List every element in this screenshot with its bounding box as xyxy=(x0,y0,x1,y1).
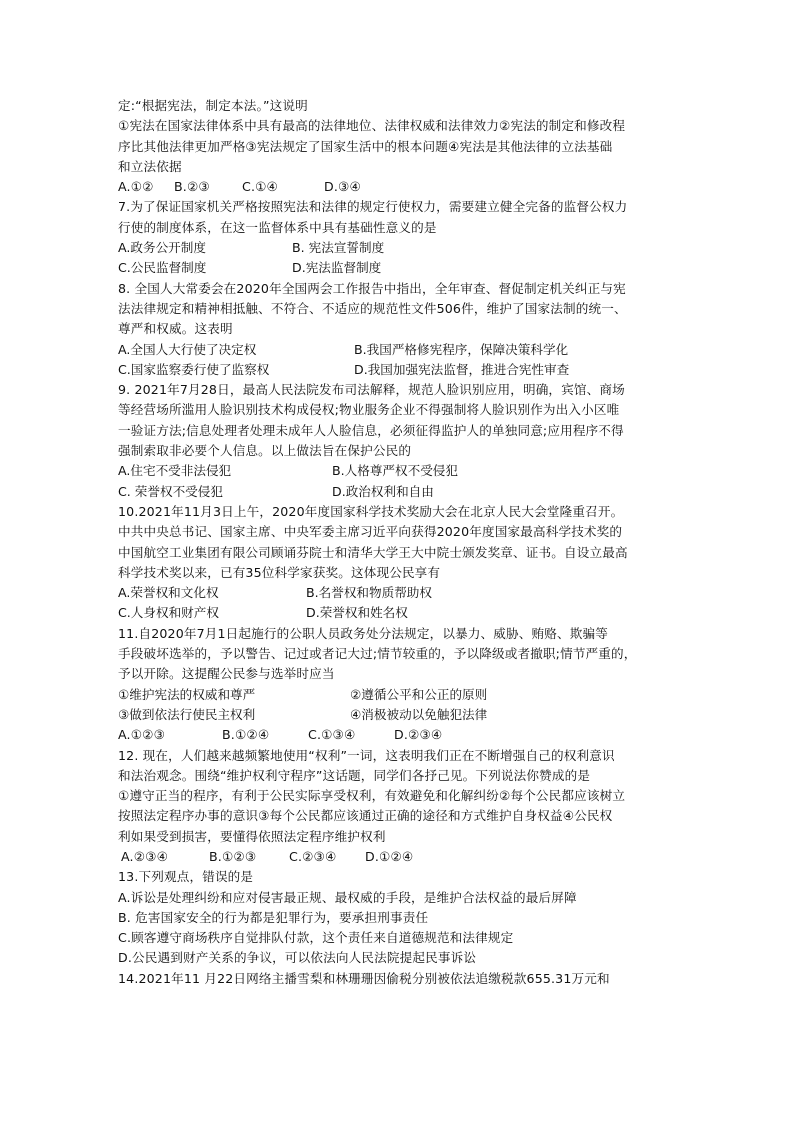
option-a: A.政务公开制度 xyxy=(118,240,206,256)
question-9 xyxy=(118,380,683,502)
question-7 xyxy=(118,197,683,278)
statement-3: ③做到依法行使民主权利 xyxy=(118,706,256,722)
option-a: A.住宅不受非法侵犯 xyxy=(118,463,232,479)
question-13 xyxy=(118,867,683,968)
option-d: D.宪法监督制度 xyxy=(292,260,382,276)
option-c: C.国家监察委行使了监察权 xyxy=(118,361,270,377)
option-c: C.①④ xyxy=(242,179,278,195)
option-b: B.①②③ xyxy=(209,848,257,864)
answer-options-row xyxy=(118,360,683,380)
statement-4: ④消极被动以免触犯法律 xyxy=(350,706,488,722)
question-text-line: 手段破坏选举的，予以警告、记过或者记大过;情节较重的，予以降级或者撤职;情节严重的， xyxy=(118,646,637,662)
question-8 xyxy=(118,279,683,380)
option-d: D.①②④ xyxy=(365,848,414,864)
statement-row xyxy=(118,685,683,705)
question-text-line: 10.2021年11月3日上午，2020年度国家科学技术奖励大会在北京人民大会堂隆重召开。 xyxy=(118,503,624,519)
question-text-line: 12. 现在，人们越来越频繁地使用“权利”一词，这表明我们正在不断增强自己的权利意识 xyxy=(118,747,615,763)
question-text-line: 13.下列观点，错误的是 xyxy=(118,869,254,885)
option-b: B.名誉权和物质帮助权 xyxy=(306,585,432,601)
option-d: D.政治权利和自由 xyxy=(332,483,434,499)
question-text-line: 按照法定程序办事的意识③每个公民都应该通过正确的途径和方式维护自身权益④公民权 xyxy=(118,808,613,824)
option-c: C.人身权和财产权 xyxy=(118,605,219,621)
question-text-line: 行使的制度体系，在这一监督体系中具有基础性意义的是 xyxy=(118,219,437,235)
option-b: B.我国严格修宪程序，保障决策科学化 xyxy=(354,341,569,357)
option-b: B. 危害国家安全的行为都是犯罪行为，要承担刑事责任 xyxy=(118,909,429,925)
option-c: C.①③④ xyxy=(308,727,356,743)
exam-page xyxy=(118,96,683,989)
statement-row xyxy=(118,705,683,725)
question-text-line: 8. 全国人大常委会在2020年全国两会工作报告中指出，全年审查、督促制定机关纠正与宪 xyxy=(118,280,626,296)
question-12 xyxy=(118,746,683,868)
option-a: A.诉讼是处理纠纷和应对侵害最正规、最权威的手段，是维护合法权益的最后屏障 xyxy=(118,889,577,905)
statement-2: ②遵循公平和公正的原则 xyxy=(350,686,488,702)
option-d: D.我国加强宪法监督，推进合宪性审查 xyxy=(354,361,570,377)
question-text-line: 9. 2021年7月28日，最高人民法院发布司法解释，规范人脸识别应用，明确，宾馆、商场 xyxy=(118,382,625,398)
question-10 xyxy=(118,502,683,624)
question-text-line: 定:“根据宪法，制定本法。”这说明 xyxy=(118,98,308,113)
answer-options-row xyxy=(118,238,683,258)
option-d: D.②③④ xyxy=(394,727,443,743)
question-text-line: 和立法依据 xyxy=(118,158,182,174)
question-text-line: 法法律规定和精神相抵触、不符合、不适应的规范性文件506件，维护了国家法制的统一、 xyxy=(118,300,627,316)
option-c: C.公民监督制度 xyxy=(118,260,207,276)
answer-options-row xyxy=(118,482,683,502)
answer-options-row xyxy=(118,340,683,360)
option-d: D.③④ xyxy=(324,179,361,195)
question-text-line: 11.自2020年7月1日起施行的公职人员政务处分法规定，以暴力、威胁、贿赂、欺骗等 xyxy=(118,625,608,641)
option-a: A.①② xyxy=(118,179,154,195)
question-text-line: 中共中央总书记、国家主席、中央军委主席习近平向获得2020年度国家最高科学技术奖的 xyxy=(118,524,623,540)
answer-options xyxy=(118,177,683,197)
answer-options xyxy=(118,725,683,745)
option-b: B.①②④ xyxy=(222,727,270,743)
option-d: D.荣誉权和姓名权 xyxy=(306,605,408,621)
statement-1: ①维护宪法的权威和尊严 xyxy=(118,686,256,702)
question-6-tail xyxy=(118,96,683,197)
option-b: B.人格尊严权不受侵犯 xyxy=(332,463,458,479)
question-text-line: 7.为了保证国家机关严格按照宪法和法律的规定行使权力，需要建立健全完备的监督公权力 xyxy=(118,199,628,215)
option-a: A.全国人大行使了决定权 xyxy=(118,341,257,357)
option-d: D.公民遇到财产关系的争议，可以依法向人民法院提起民事诉讼 xyxy=(118,950,477,966)
question-text-line: ①宪法在国家法律体系中具有最高的法律地位、法律权威和法律效力②宪法的制定和修改程 xyxy=(118,118,626,134)
question-14 xyxy=(118,969,683,989)
option-b: B.②③ xyxy=(174,179,210,195)
option-b: B. 宪法宣誓制度 xyxy=(292,240,385,256)
option-a: A.荣誉权和文化权 xyxy=(118,585,219,601)
answer-options xyxy=(118,847,683,867)
question-text-line: 等经营场所滥用人脸识别技术构成侵权;物业服务企业不得强制将人脸识别作为出入小区唯 xyxy=(118,402,620,418)
answer-options-row xyxy=(118,603,683,623)
question-text-line: 利如果受到损害，要懂得依照法定程序维护权利 xyxy=(118,828,386,844)
question-text-line: 强制索取非必要个人信息。以上做法旨在保护公民的 xyxy=(118,443,412,459)
question-text-line: 予以开除。这提醒公民参与选举时应当 xyxy=(118,666,335,682)
option-c: C.顾客遵守商场秩序自觉排队付款，这个责任来自道德规范和法律规定 xyxy=(118,930,514,946)
question-11 xyxy=(118,624,683,746)
answer-options-row xyxy=(118,461,683,481)
option-c: C.②③④ xyxy=(289,848,337,864)
answer-options-row xyxy=(118,258,683,278)
question-text-line: 和法治观念。围绕“维护权利守程序”这话题，同学们各抒己见。下列说法你赞成的是 xyxy=(118,767,591,783)
question-text-line: 14.2021年11 月22日网络主播雪梨和林珊珊因偷税分别被依法追缴税款655.31万元和 xyxy=(118,970,610,986)
option-a: A.②③④ xyxy=(121,848,169,864)
question-text-line: 尊严和权威。这表明 xyxy=(118,321,233,337)
question-text-line: 中国航空工业集团有限公司顾诵芬院士和清华大学王大中院士颁发奖章、证书。自设立最高 xyxy=(118,544,628,560)
answer-options-row xyxy=(118,583,683,603)
option-c: C. 荣誉权不受侵犯 xyxy=(118,483,223,499)
question-text-line: 一验证方法;信息处理者处理未成年人人脸信息，必须征得监护人的单独同意;应用程序不得 xyxy=(118,422,624,438)
question-text-line: 科学技术奖以来，已有35位科学家获奖。这体现公民享有 xyxy=(118,564,441,580)
question-text-line: ①遵守正当的程序，有利于公民实际享受权利，有效避免和化解纠纷②每个公民都应该树立 xyxy=(118,788,626,804)
question-text-line: 序比其他法律更加严格③宪法规定了国家生活中的根本问题④宪法是其他法律的立法基础 xyxy=(118,138,613,154)
option-a: A.①②③ xyxy=(118,727,166,743)
